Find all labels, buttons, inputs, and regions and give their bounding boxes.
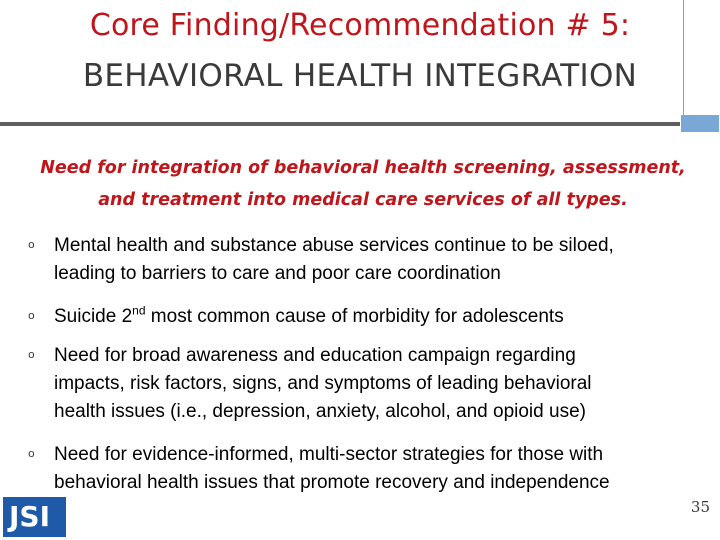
jsi-logo (3, 497, 66, 537)
bullet-text (54, 441, 704, 497)
bullet-text (54, 232, 704, 288)
bullet-marker: o (28, 348, 35, 361)
bullet-line: Mental health and substance abuse services continue to be siloed, (54, 235, 614, 256)
bullet-text (54, 303, 704, 331)
bullet-text-before: Suicide 2 (54, 306, 133, 327)
bullet-line: health issues (i.e., depression, anxiety, alcohol, and opioid use) (54, 401, 586, 422)
bullet-text-after: most common cause of morbidity for adolescents (145, 306, 564, 327)
intro-statement (18, 152, 708, 216)
bullet-marker: o (28, 447, 35, 460)
title-divider (0, 122, 680, 126)
bullet-line: Need for evidence-informed, multi-sector strategies for those with (54, 444, 604, 465)
slide-title-line2: BEHAVIORAL HEALTH INTEGRATION (82, 58, 638, 94)
accent-square (681, 115, 719, 132)
bullet-line: impacts, risk factors, signs, and symptoms of leading behavioral (54, 373, 592, 394)
bullet-marker: o (28, 309, 35, 322)
bullet-text (54, 342, 704, 426)
bullet-line: leading to barriers to care and poor care coordination (54, 263, 501, 284)
accent-vertical-line (683, 0, 684, 120)
bullet-line: behavioral health issues that promote recovery and independence (54, 472, 610, 493)
page-number: 35 (690, 498, 710, 516)
intro-line1: Need for integration of behavioral health screening, assessment, (40, 158, 686, 178)
logo-text: JSI (9, 500, 51, 533)
slide-title-line1: Core Finding/Recommendation # 5: (89, 8, 631, 43)
ordinal-suffix: nd (132, 303, 146, 318)
intro-line2: and treatment into medical care services of all types. (98, 190, 628, 210)
bullet-marker: o (28, 238, 35, 251)
bullet-line: Need for broad awareness and education campaign regarding (54, 345, 576, 366)
